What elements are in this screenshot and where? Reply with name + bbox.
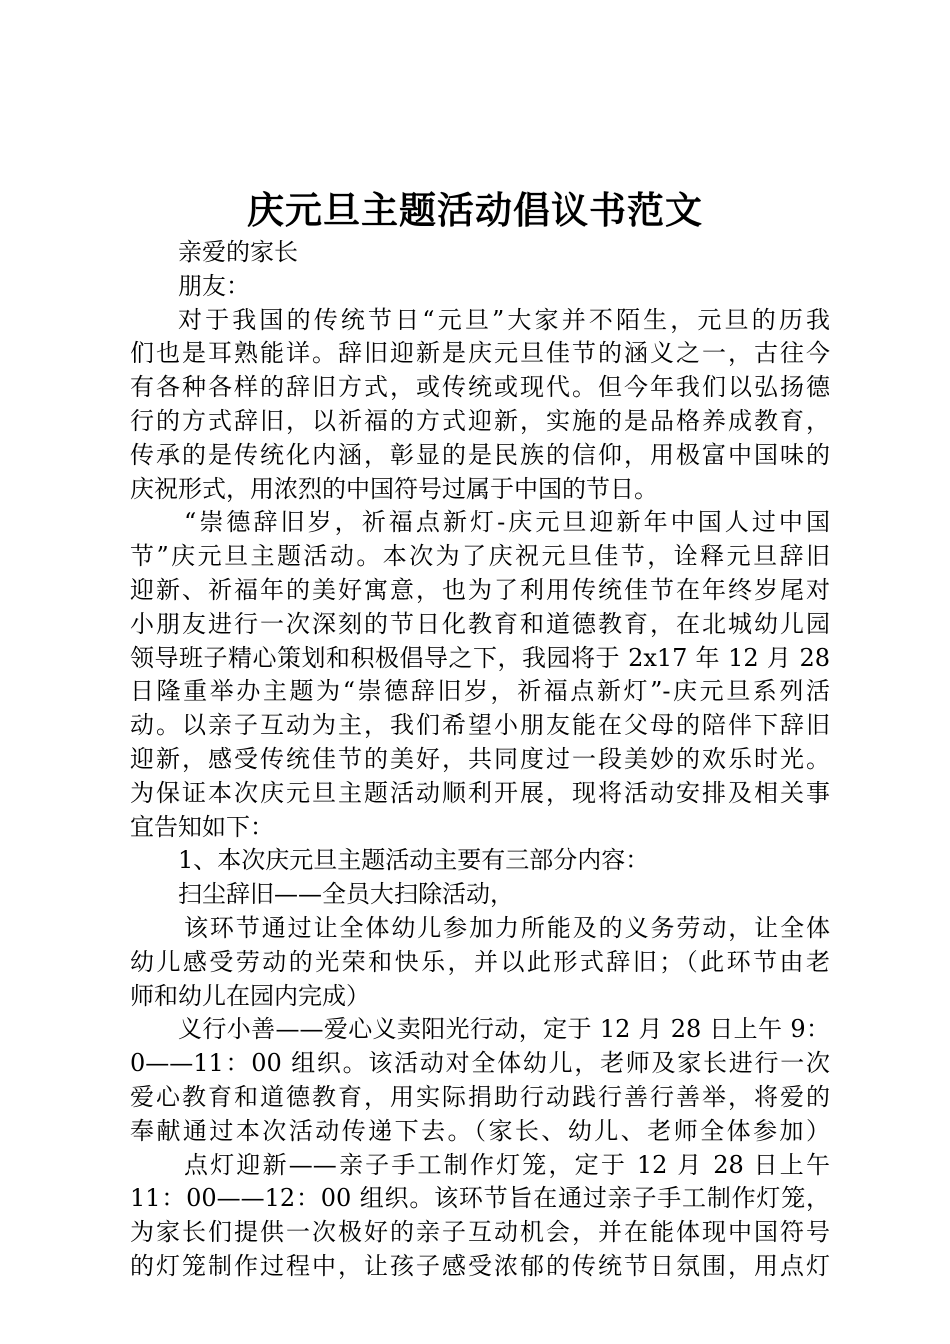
paragraph-line: 动。以亲子互动为主，我们希望小朋友能在父母的陪伴下辞旧: [130, 711, 830, 740]
document-title: 庆元旦主题活动倡议书范文: [247, 188, 703, 232]
paragraph-line: 点灯迎新——亲子手工制作灯笼，定于 12 月 28 日上午: [184, 1150, 830, 1179]
paragraph-line: 传承的是传统化内涵，彰显的是民族的信仰，用极富中国味的: [130, 440, 830, 469]
paragraph-line: 该环节通过让全体幼儿参加力所能及的义务劳动，让全体: [184, 913, 830, 942]
paragraph-line: “崇德辞旧岁，祈福点新灯-庆元旦迎新年中国人过中国: [184, 508, 830, 537]
paragraph-line: 领导班子精心策划和积极倡导之下，我园将于 2x17 年 12 月 28: [130, 643, 830, 672]
paragraph-line: 有各种各样的辞旧方式，或传统或现代。但今年我们以弘扬德: [130, 373, 830, 402]
paragraph-line: 庆祝形式，用浓烈的中国符号过属于中国的节日。: [130, 474, 658, 503]
paragraph-line: 师和幼儿在园内完成）: [130, 981, 370, 1010]
paragraph-line: 爱心教育和道德教育，用实际捐助行动践行善行善举，将爱的: [130, 1082, 830, 1111]
paragraph-line: 幼儿感受劳动的光荣和快乐，并以此形式辞旧；（此环节由老: [130, 947, 830, 976]
paragraph-line: 日隆重举办主题为“崇德辞旧岁，祈福点新灯”-庆元旦系列活: [130, 677, 830, 706]
paragraph-line: 行的方式辞旧，以祈福的方式迎新，实施的是品格养成教育，: [130, 406, 830, 435]
document-body: [130, 236, 830, 1284]
section-heading-line: 扫尘辞旧——全员大扫除活动，: [178, 880, 514, 909]
paragraph-line: 奉献通过本次活动传递下去。（家长、幼儿、老师全体参加）: [130, 1116, 830, 1145]
paragraph-line: 小朋友进行一次深刻的节日化教育和道德教育，在北城幼儿园: [130, 609, 830, 638]
paragraph-line: 对于我国的传统节日“元旦”大家并不陌生，元旦的历我: [178, 305, 830, 334]
paragraph-line: 为家长们提供一次极好的亲子互动机会，并在能体现中国符号: [130, 1218, 830, 1247]
paragraph-line: 的灯笼制作过程中，让孩子感受浓郁的传统节日氛围，用点灯: [130, 1251, 830, 1280]
paragraph-line: 11：00——12：00 组织。该环节旨在通过亲子手工制作灯笼，: [130, 1184, 830, 1213]
paragraph-line: 们也是耳熟能详。辞旧迎新是庆元旦佳节的涵义之一，古往今: [130, 339, 830, 368]
paragraph-line: 为保证本次庆元旦主题活动顺利开展，现将活动安排及相关事: [130, 778, 830, 807]
salutation-line-2: 朋友：: [178, 271, 250, 300]
salutation-line-1: 亲爱的家长: [178, 238, 298, 266]
paragraph-line: 宜告知如下：: [130, 812, 274, 841]
paragraph-line: 义行小善——爱心义卖阳光行动，定于 12 月 28 日上午 9：: [178, 1015, 830, 1044]
list-heading-line: 1、本次庆元旦主题活动主要有三部分内容：: [178, 846, 650, 875]
paragraph-line: 节”庆元旦主题活动。本次为了庆祝元旦佳节，诠释元旦辞旧: [130, 542, 830, 571]
paragraph-line: 0——11：00 组织。该活动对全体幼儿，老师及家长进行一次: [130, 1049, 830, 1078]
paragraph-line: 迎新，感受传统佳节的美好，共同度过一段美妙的欢乐时光。: [130, 744, 830, 773]
paragraph-line: 迎新、祈福年的美好寓意，也为了利用传统佳节在年终岁尾对: [130, 575, 830, 604]
